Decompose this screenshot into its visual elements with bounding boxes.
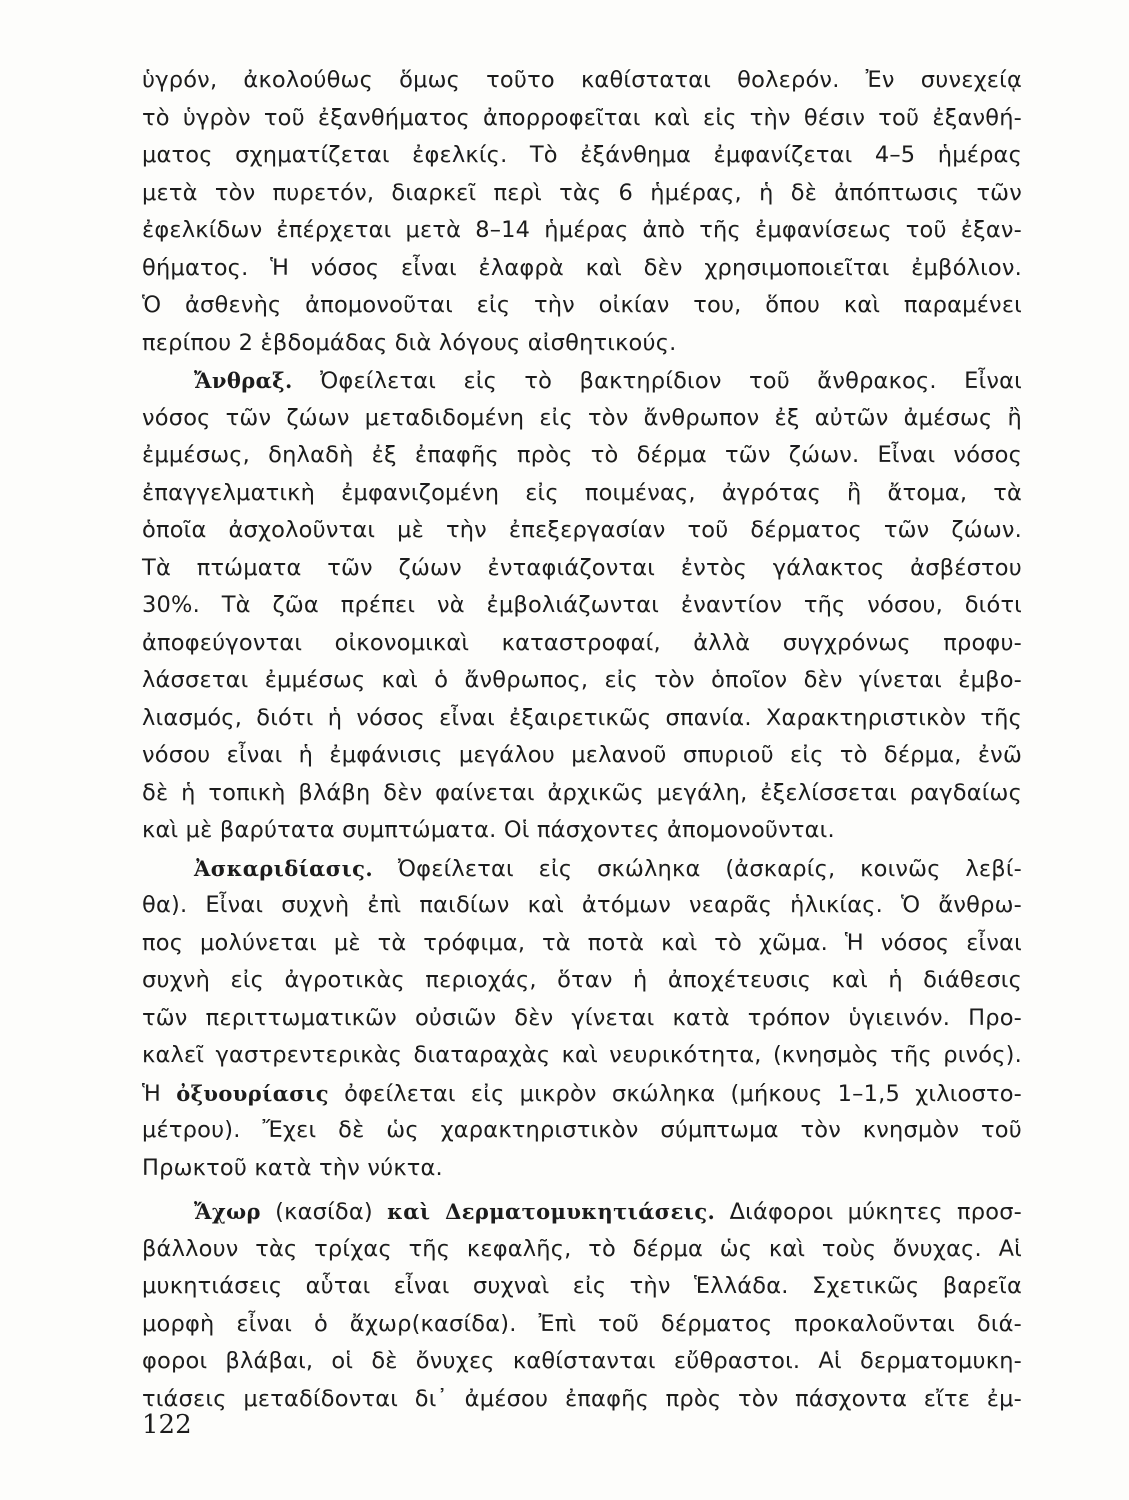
text-line bbox=[142, 137, 1022, 175]
text-line bbox=[142, 887, 1022, 925]
text-line bbox=[142, 812, 1022, 850]
text-run: φοροι βλάβαι, οἱ δὲ ὄνυχες καθίστανται εὔθραστοι. Αἱ δερματομυκη- bbox=[142, 1348, 1022, 1374]
text-run: Ὁ ἀσθενὴς ἀπομονοῦται εἰς τὴν οἰκίαν του, ὅπου καὶ παραμένει bbox=[142, 292, 1022, 318]
text-line bbox=[142, 700, 1022, 738]
text-line bbox=[142, 1037, 1022, 1075]
text-run: περίπου 2 ἑβδομάδας διὰ λόγους αἰσθητικούς. bbox=[142, 329, 677, 356]
text-run: βάλλουν τὰς τρίχας τῆς κεφαλῆς, τὸ δέρμα ὡς καὶ τοὺς ὄνυχας. Αἱ bbox=[142, 1235, 1022, 1262]
section-heading: Ἀσκαριδίασις. bbox=[194, 855, 374, 881]
text-line bbox=[142, 512, 1022, 550]
text-run: νόσος τῶν ζώων μεταδιδομένη εἰς τὸν ἄνθρωπον ἐξ αὐτῶν ἀμέσως ἢ bbox=[142, 404, 1022, 431]
text-run: ματος σχηματίζεται ἐφελκίς. Τὸ ἐξάνθημα ἐμφανίζεται 4–5 ἡμέρας bbox=[142, 142, 1022, 168]
text-line bbox=[142, 100, 1022, 138]
text-line bbox=[142, 587, 1022, 625]
text-run: νόσου εἶναι ἡ ἐμφάνισις μεγάλου μελανοῦ σπυριοῦ εἰς τὸ δέρμα, ἐνῶ bbox=[142, 742, 1022, 768]
text-line bbox=[142, 1306, 1022, 1344]
text-run: λιασμός, διότι ἡ νόσος εἶναι ἐξαιρετικῶς σπανία. Χαρακτηριστικὸν τῆς bbox=[142, 704, 1022, 731]
text-run: Τὰ πτώματα τῶν ζώων ἐνταφιάζονται ἐντὸς γάλακτος ἀσβέστου bbox=[142, 554, 1022, 581]
text-line bbox=[142, 475, 1022, 513]
text-run: ὁποῖα ἀσχολοῦνται μὲ τὴν ἐπεξεργασίαν τοῦ δέρματος τῶν ζώων. bbox=[142, 517, 1022, 543]
page-number: 122 bbox=[142, 1410, 192, 1440]
text-line bbox=[142, 1150, 1022, 1188]
text-line bbox=[142, 1000, 1022, 1038]
text-line bbox=[142, 962, 1022, 1000]
text-line bbox=[142, 1075, 1022, 1113]
text-line bbox=[142, 287, 1022, 325]
text-line bbox=[142, 325, 1022, 363]
text-line bbox=[142, 212, 1022, 250]
text-line bbox=[142, 1343, 1022, 1381]
text-line bbox=[142, 775, 1022, 813]
text-run: καὶ μὲ βαρύτατα συμπτώματα. Οἱ πάσχοντες ἀπομονοῦνται. bbox=[142, 817, 835, 843]
text-run: μορφὴ εἶναι ὁ ἄχωρ(κασίδα). Ἐπὶ τοῦ δέρματος προκαλοῦνται διά- bbox=[142, 1310, 1022, 1337]
text-line bbox=[142, 62, 1022, 100]
text-run: τὸ ὑγρὸν τοῦ ἐξανθήματος ἀπορροφεῖται καὶ εἰς τὴν θέσιν τοῦ ἐξανθή- bbox=[142, 104, 1022, 131]
text-line bbox=[142, 1112, 1022, 1150]
text-run: (κασίδα) bbox=[260, 1199, 388, 1225]
text-run: ὑγρόν, ἀκολούθως ὅμως τοῦτο καθίσταται θολερόν. Ἐν συνεχείᾳ bbox=[142, 67, 1022, 93]
text-run: 30%. Τὰ ζῶα πρέπει νὰ ἐμβολιάζωνται ἐναντίον τῆς νόσου, διότι bbox=[142, 592, 1022, 618]
text-run: Πρωκτοῦ κατὰ τὴν νύκτα. bbox=[142, 1154, 443, 1181]
section-heading: καὶ Δερματομυκητιάσεις. bbox=[387, 1199, 716, 1224]
text-run: μέτρου). Ἔχει δὲ ὡς χαρακτηριστικὸν σύμπτωμα τὸν κνησμὸν τοῦ bbox=[142, 1117, 1022, 1143]
text-line bbox=[142, 1381, 1022, 1419]
text-run: Ὀφείλεται εἰς σκώληκα (ἀσκαρίς, κοινῶς λεβί- bbox=[373, 855, 1022, 882]
text-run: ὀφείλεται εἰς μικρὸν σκώληκα (μήκους 1–1,5 χιλιοστο- bbox=[328, 1080, 1022, 1107]
text-run: τῶν περιττωματικῶν οὐσιῶν δὲν γίνεται κατὰ τρόπον ὑγιεινόν. Προ- bbox=[142, 1004, 1022, 1031]
text-run: τιάσεις μεταδίδονται δι᾿ ἀμέσου ἐπαφῆς πρὸς τὸν πάσχοντα εἴτε ἐμ- bbox=[142, 1385, 1022, 1412]
text-run: Ἡ bbox=[142, 1080, 177, 1107]
text-line bbox=[142, 1268, 1022, 1306]
text-run: ἐπαγγελματικὴ ἐμφανιζομένη εἰς ποιμένας, ἀγρότας ἢ ἄτομα, τὰ bbox=[142, 479, 1022, 506]
text-line bbox=[142, 550, 1022, 588]
text-run: ἐφελκίδων ἐπέρχεται μετὰ 8–14 ἡμέρας ἀπὸ τῆς ἐμφανίσεως τοῦ ἐξαν- bbox=[142, 217, 1022, 243]
text-line bbox=[142, 850, 1022, 888]
text-run: πος μολύνεται μὲ τὰ τρόφιμα, τὰ ποτὰ καὶ τὸ χῶμα. Ἡ νόσος εἶναι bbox=[142, 929, 1022, 956]
text-line bbox=[142, 1231, 1022, 1269]
text-run: Διάφοροι μύκητες προσ- bbox=[715, 1199, 1022, 1225]
text-run: Ὀφείλεται εἰς τὸ βακτηρίδιον τοῦ ἄνθρακος. Εἶναι bbox=[292, 368, 1022, 394]
text-run: μυκητιάσεις αὗται εἶναι συχναὶ εἰς τὴν Ἑλλάδα. Σχετικῶς βαρεῖα bbox=[142, 1273, 1022, 1299]
text-run: συχνὴ εἰς ἀγροτικὰς περιοχάς, ὅταν ἡ ἀποχέτευσις καὶ ἡ διάθεσις bbox=[142, 967, 1022, 993]
section-heading: Ἄνθραξ. bbox=[194, 368, 293, 393]
text-line bbox=[142, 662, 1022, 700]
text-line bbox=[142, 437, 1022, 475]
section-heading: Ἄχωρ bbox=[194, 1199, 261, 1224]
text-run: ἐμμέσως, δηλαδὴ ἐξ ἐπαφῆς πρὸς τὸ δέρμα τῶν ζώων. Εἶναι νόσος bbox=[142, 442, 1022, 468]
text-line bbox=[142, 362, 1022, 400]
text-run: λάσσεται ἐμμέσως καὶ ὁ ἄνθρωπος, εἰς τὸν ὁποῖον δὲν γίνεται ἐμβο- bbox=[142, 667, 1022, 693]
body-text bbox=[142, 62, 1022, 1418]
text-line bbox=[142, 1193, 1022, 1231]
text-line bbox=[142, 250, 1022, 288]
text-run: θα). Εἶναι συχνὴ ἐπὶ παιδίων καὶ ἀτόμων νεαρᾶς ἡλικίας. Ὁ ἄνθρω- bbox=[142, 892, 1022, 918]
text-line bbox=[142, 925, 1022, 963]
section-heading: ὀξυουρίασις bbox=[176, 1080, 329, 1106]
text-line bbox=[142, 737, 1022, 775]
text-line bbox=[142, 175, 1022, 213]
text-run: μετὰ τὸν πυρετόν, διαρκεῖ περὶ τὰς 6 ἡμέρας, ἡ δὲ ἀπόπτωσις τῶν bbox=[142, 179, 1022, 206]
text-run: θήματος. Ἡ νόσος εἶναι ἐλαφρὰ καὶ δὲν χρησιμοποιεῖται ἐμβόλιον. bbox=[142, 254, 1022, 281]
text-line bbox=[142, 400, 1022, 438]
text-run: ἀποφεύγονται οἰκονομικαὶ καταστροφαί, ἀλλὰ συγχρόνως προφυ- bbox=[142, 629, 1022, 656]
text-run: δὲ ἡ τοπικὴ βλάβη δὲν φαίνεται ἀρχικῶς μεγάλη, ἐξελίσσεται ραγδαίως bbox=[142, 779, 1022, 806]
text-line bbox=[142, 625, 1022, 663]
text-run: καλεῖ γαστρεντερικὰς διαταραχὰς καὶ νευρικότητα, (κνησμὸς τῆς ρινός). bbox=[142, 1042, 1022, 1068]
